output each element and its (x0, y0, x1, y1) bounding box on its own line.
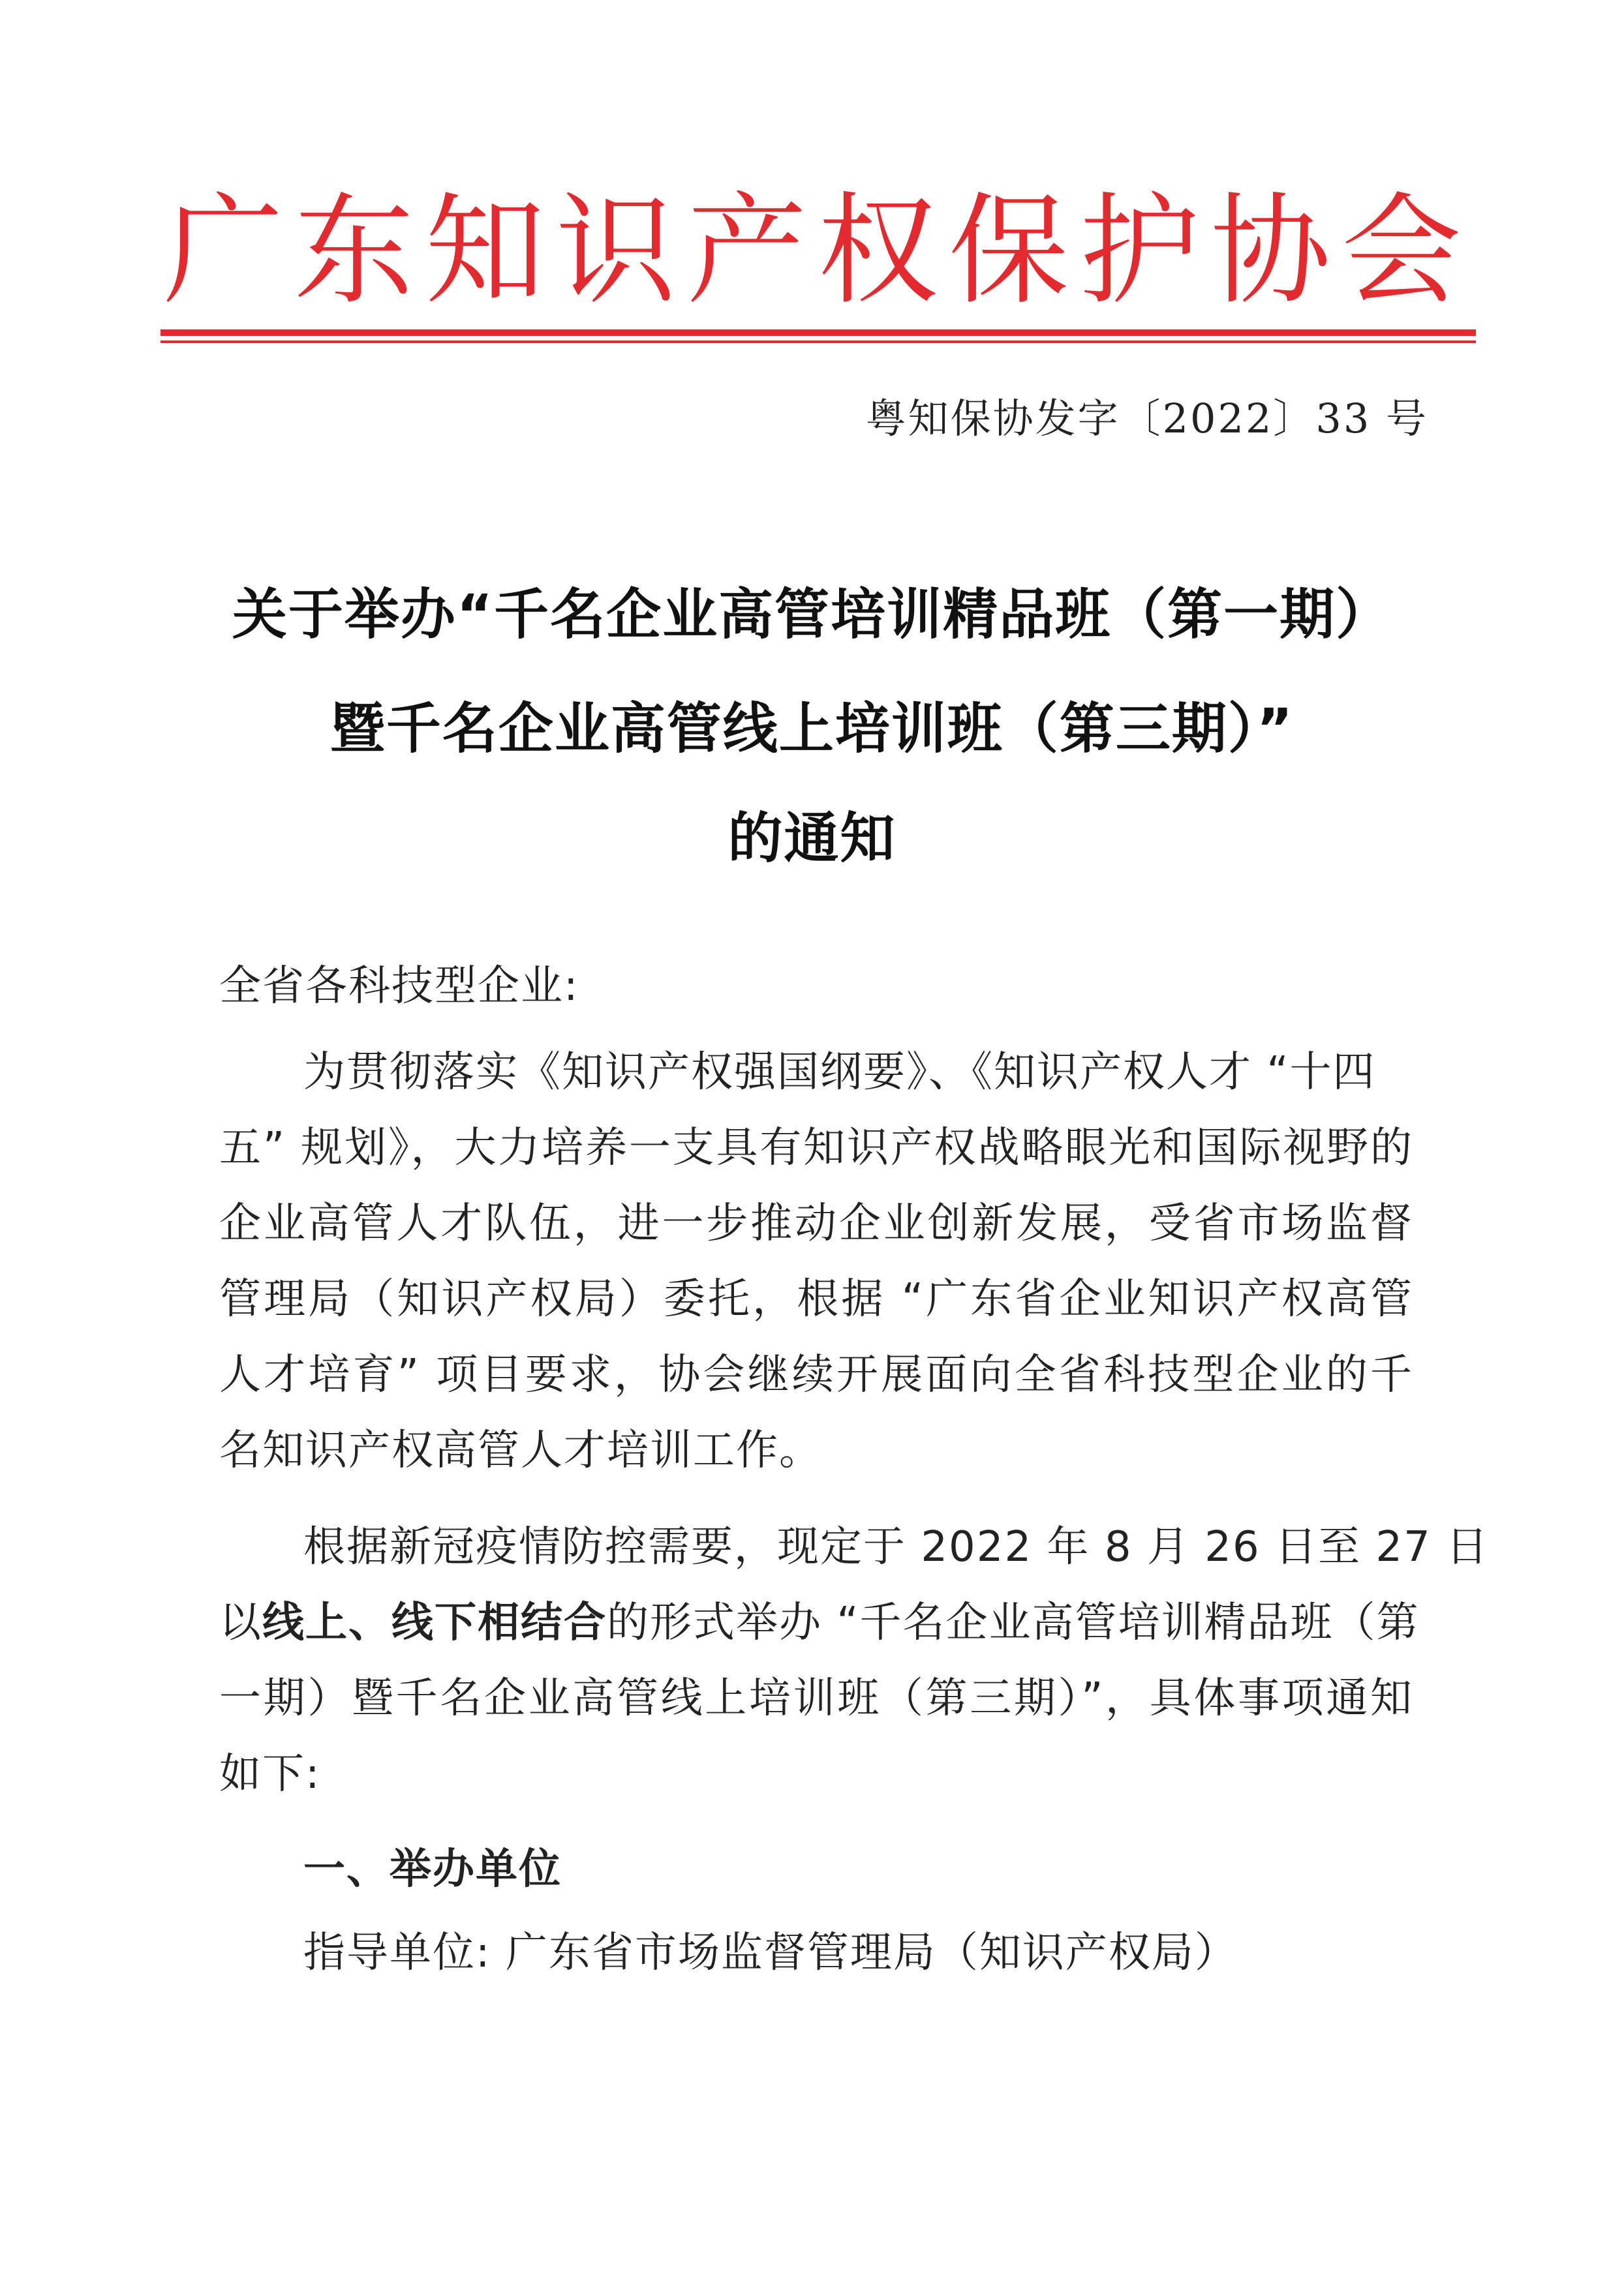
paragraph-2-text: 的形式举办 “千名企业高管培训精品班（第 (607, 1599, 1420, 1647)
paragraph-1-line: 人才培育” 项目要求，协会继续开展面向全省科技型企业的千 (219, 1351, 1413, 1399)
title-line-2: 暨千名企业高管线上培训班（第三期）” (329, 697, 1295, 761)
org-name-char: 协 (1210, 181, 1331, 321)
org-name-char: 广 (163, 181, 284, 321)
org-name-char: 产 (686, 181, 807, 321)
org-name-char: 会 (1341, 181, 1462, 321)
org-name-char: 护 (1079, 181, 1200, 321)
paragraph-2-text: 以 (219, 1599, 262, 1647)
org-name-char: 识 (555, 181, 676, 321)
guiding-unit-line: 指导单位: 广东省市场监督管理局（知识产权局） (303, 1929, 1238, 1977)
paragraph-1-line: 五” 规划》，大力培养一支具有知识产权战略眼光和国际视野的 (219, 1124, 1413, 1172)
paragraph-2-line (219, 1599, 1420, 1647)
header-rule-thick (161, 329, 1476, 336)
paragraph-1-line: 企业高管人才队伍，进一步推动企业创新发展，受省市场监督 (219, 1200, 1413, 1248)
org-name-char: 东 (294, 181, 414, 321)
document-number: 粤知保协发字〔2022〕33 号 (865, 395, 1428, 442)
org-name-char: 保 (948, 181, 1069, 321)
org-name-char: 权 (818, 181, 938, 321)
title-line-3: 的通知 (728, 806, 896, 870)
paragraph-1-line: 管理局（知识产权局）委托，根据 “广东省企业知识产权高管 (219, 1275, 1413, 1323)
paragraph-2-line: 如下: (219, 1750, 321, 1798)
title-line-1: 关于举办“千名企业高管培训精品班（第一期） (232, 582, 1392, 646)
salutation: 全省各科技型企业: (219, 962, 579, 1010)
paragraph-2-line: 根据新冠疫情防控需要，现定于 2022 年 8 月 26 日至 27 日 (303, 1523, 1490, 1571)
header-rule-thin (161, 340, 1476, 343)
paragraph-2-line: 一期）暨千名企业高管线上培训班（第三期）”，具体事项通知 (219, 1674, 1413, 1723)
emphasis-text: 线上、线下相结合 (262, 1599, 607, 1647)
section-heading: 一、举办单位 (303, 1845, 562, 1894)
paragraph-1-line: 名知识产权高管人才培训工作。 (219, 1427, 822, 1475)
org-name-char: 知 (425, 181, 545, 321)
paragraph-1-line: 为贯彻落实《知识产权强国纲要》、《知识产权人才 “十四 (303, 1048, 1376, 1096)
org-name-header (163, 176, 1462, 326)
